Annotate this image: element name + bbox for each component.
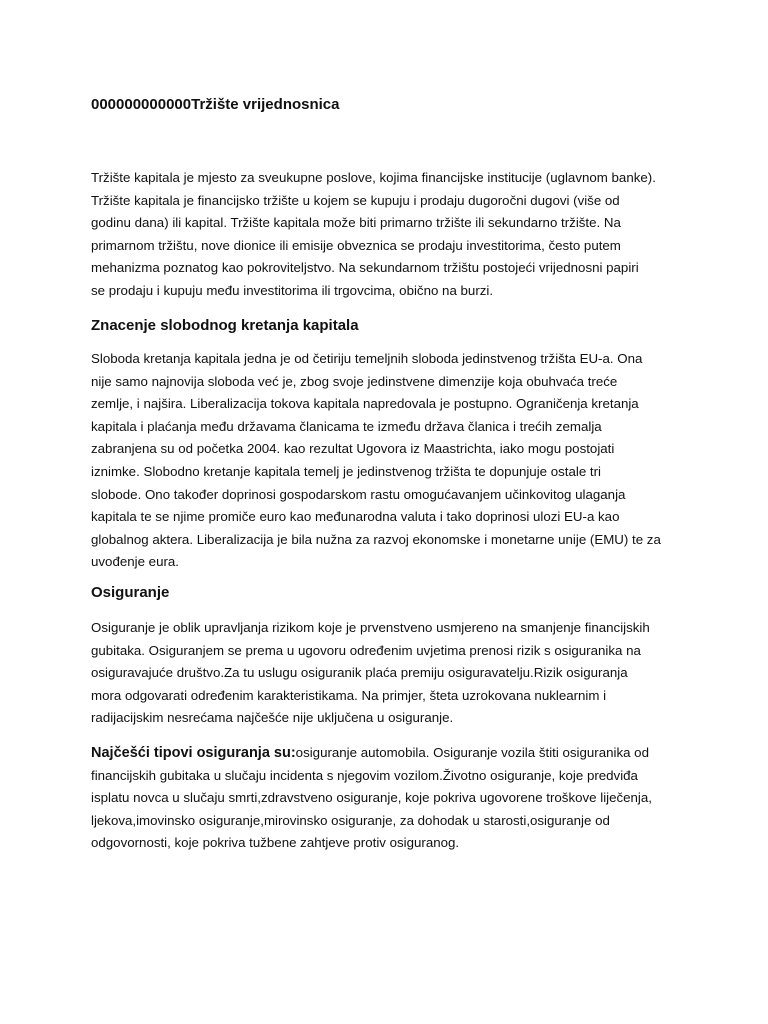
capital-line: kapitala te se njime promiče euro kao međunarodna valuta i tako doprinosi ulozi EU-a kao [91,509,620,525]
insurance-types-line: ljekova,imovinsko osiguranje,mirovinsko osiguranje, za dohodak u starosti,osiguranje od [91,812,610,828]
section-heading-capital: Znacenje slobodnog kretanja kapitala [91,317,359,334]
capital-line: kapitala i plaćanja među državama članicama te između država članica i trećih zemalja [91,418,602,434]
insurance-line: osiguravajuće društvo.Za tu uslugu osiguranik plaća premiju osiguravatelju.Rizik osiguranja [91,665,628,681]
intro-line: godinu dana) ili kapital. Tržište kapitala može biti primarno tržište ili sekundarno tržište. Na [91,215,621,231]
capital-line: slobode. Ono također doprinosi gospodarskom rastu omogućavanjem učinkovitog ulaganja [91,486,626,502]
document-title: 000000000000Tržište vrijednosnica [91,96,340,113]
intro-line: Tržište kapitala je mjesto za sveukupne poslove, kojima financijske institucije (uglavnom banke). [91,170,656,185]
intro-line: se prodaju i kupuju među investitorima ili trgovcima, obično na burzi. [91,282,494,298]
insurance-types-first-line [91,742,683,765]
insurance-types-line: odgovornosti, koje pokriva tužbene zahtjeve protiv osiguranog. [91,835,460,851]
capital-line: globalnog aktera. Liberalizacija je bila nužna za razvoj ekonomske i monetarne unije (EMU) te za [91,531,661,547]
capital-line: zemlje, i najšira. Liberalizacija tokova kapitala napredovala je postupno. Ograničenja kretanja [91,396,639,412]
capital-line: nije samo najnovija sloboda već je, zbog svoje jedinstvene dimenzije koja obuhvaća treće [91,373,618,389]
capital-paragraph [91,348,683,574]
capital-line: zabranjena su od početka 2004. kao rezultat Ugovora iz Maastrichta, iako mogu postojati [91,441,615,457]
insurance-types-line: isplatu novca u slučaju smrti,zdravstveno osiguranje, koje pokriva ugovorene troškove liječenja, [91,790,652,806]
intro-paragraph [91,167,683,303]
insurance-paragraph [91,617,683,730]
insurance-types-lead: Najčešći tipovi osiguranja su: [91,745,296,761]
insurance-line: gubitaka. Osiguranjem se prema u ugovoru određenim uvjetima prenosi rizik s osiguranika na [91,642,641,658]
insurance-line: radijacijskim nesrećama najčešće nije uključena u osiguranje. [91,710,454,726]
capital-line: Sloboda kretanja kapitala jedna je od četiriju temeljnih sloboda jedinstvenog tržišta EU-a. Ona [91,351,643,366]
intro-line: mehanizma poznatog kao pokroviteljstvo. Na sekundarnom tržištu postojeći vrijednosni papiri [91,260,639,276]
section-heading-insurance: Osiguranje [91,584,170,601]
intro-line: Tržište kapitala je financijsko tržište u kojem se kupuju i prodaju dugoročni dugovi (više od [91,192,620,208]
capital-line: iznimke. Slobodno kretanje kapitala temelj je jedinstvenog tržišta te dopunjuje ostale tri [91,463,602,479]
insurance-line: Osiguranje je oblik upravljanja rizikom koje je prvenstveno usmjereno na smanjenje financijskih [91,620,650,635]
intro-line: primarnom tržištu, nove dionice ili emisije obveznica se prodaju investitorima, često putem [91,237,621,253]
insurance-types-line: financijskih gubitaka u slučaju incidenta s njegovim vozilom.Životno osiguranje, koje predviđa [91,767,638,783]
capital-line: uvođenje eura. [91,554,179,570]
insurance-line: mora odgovarati određenim karakteristikama. Na primjer, šteta uzrokovana nuklearnim i [91,687,607,703]
insurance-types-paragraph [91,742,683,855]
insurance-types-text: osiguranje automobila. Osiguranje vozila štiti osiguranika od [295,745,649,760]
